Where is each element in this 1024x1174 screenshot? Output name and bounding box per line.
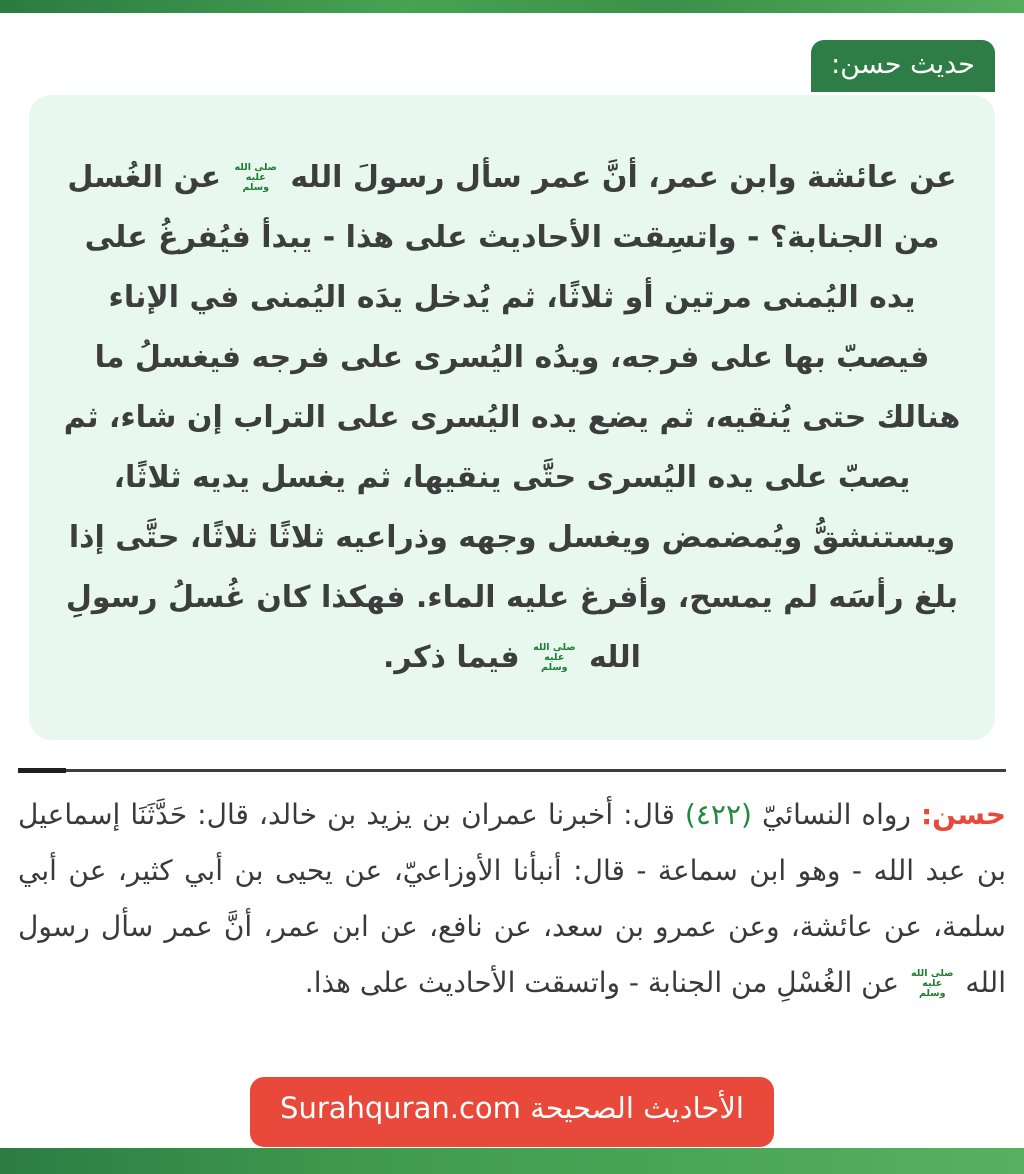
- bottom-bar: [0, 1148, 1024, 1174]
- saw-line2: عليه: [922, 977, 943, 989]
- badge-row: [0, 40, 1024, 92]
- sallallahu-alayhi-wasallam-ligature: [235, 163, 277, 194]
- footer-row: [0, 1077, 1024, 1147]
- sallallahu-alayhi-wasallam-ligature: [911, 969, 953, 1000]
- hadith-text-part1: عن عائشة وابن عمر، أنَّ عمر سأل رسولَ الله: [279, 159, 957, 195]
- saw-line1: صلى الله: [234, 161, 277, 173]
- hadith-text-part2: عن الغُسل من الجنابة؟ - واتسِقت الأحاديث على هذا - يبدأ فيُفرغُ على يده اليُمنى مرتين أو ثلاثًا، ثم يُدخل يدَه اليُمنى في الإناء فيصبّ بها على فرجه، ويدُه اليُسرى على فرجه فيغسلُ ما هنالك حتى يُنقيه، ثم يضع يده اليُسرى على التراب إن شاء، ثم يصبّ على يده اليُسرى حتَّى ينقيها، ثم يغسل يديه ثلاثًا، ويستنشقُّ ويُمضمض ويغسل وجهه وذراعيه ثلاثًا ثلاثًا، حتَّى إذا بلغ رأسَه لم يمسح، وأفرغ عليه الماء. فهكذا كان غُسلُ رسولِ الله: [63, 159, 961, 675]
- divider-line: [18, 769, 1006, 772]
- hadith-grade-badge: حديث حسن:: [811, 40, 995, 92]
- sallallahu-alayhi-wasallam-ligature: [533, 643, 575, 674]
- hadith-number: (٤٢٢): [684, 798, 752, 832]
- saw-line1: صلى الله: [911, 967, 954, 979]
- takhrij-part1: رواه النسائيّ: [751, 798, 921, 832]
- saw-line3: وسلم: [242, 182, 270, 194]
- hadith-card: [29, 95, 995, 740]
- saw-line2: عليه: [544, 651, 565, 663]
- divider: [18, 768, 1006, 773]
- hadith-text-part3: فيما ذكر.: [383, 639, 531, 675]
- takhrij-paragraph: [18, 787, 1006, 1077]
- divider-cap: [18, 768, 66, 773]
- saw-line2: عليه: [245, 171, 266, 183]
- saw-line3: وسلم: [541, 662, 568, 674]
- saw-line3: وسلم: [918, 988, 946, 1000]
- takhrij-part2: قال: أخبرنا عمران بن يزيد بن خالد، قال: حَدَّثَنَا إسماعيل بن عبد الله - وهو ابن سماعة - قال: أنبأنا الأوزاعيّ، عن يحيى بن أبي كثير، عن أبي سلمة، عن عائشة، وعن عمرو بن سعد، عن نافع، عن ابن عمر، أنَّ عمر سأل رسول الله: [18, 798, 1006, 1000]
- saw-line1: صلى الله: [533, 641, 576, 653]
- takhrij-part3: عن الغُسْلِ من الجنابة - واتسقت الأحاديث على هذا.: [304, 966, 909, 1000]
- site-badge[interactable]: الأحاديث الصحيحة Surahquran.com: [250, 1077, 774, 1147]
- hadith-text: [59, 148, 965, 688]
- grade-label: حسن:: [920, 798, 1006, 832]
- top-bar: [0, 0, 1024, 13]
